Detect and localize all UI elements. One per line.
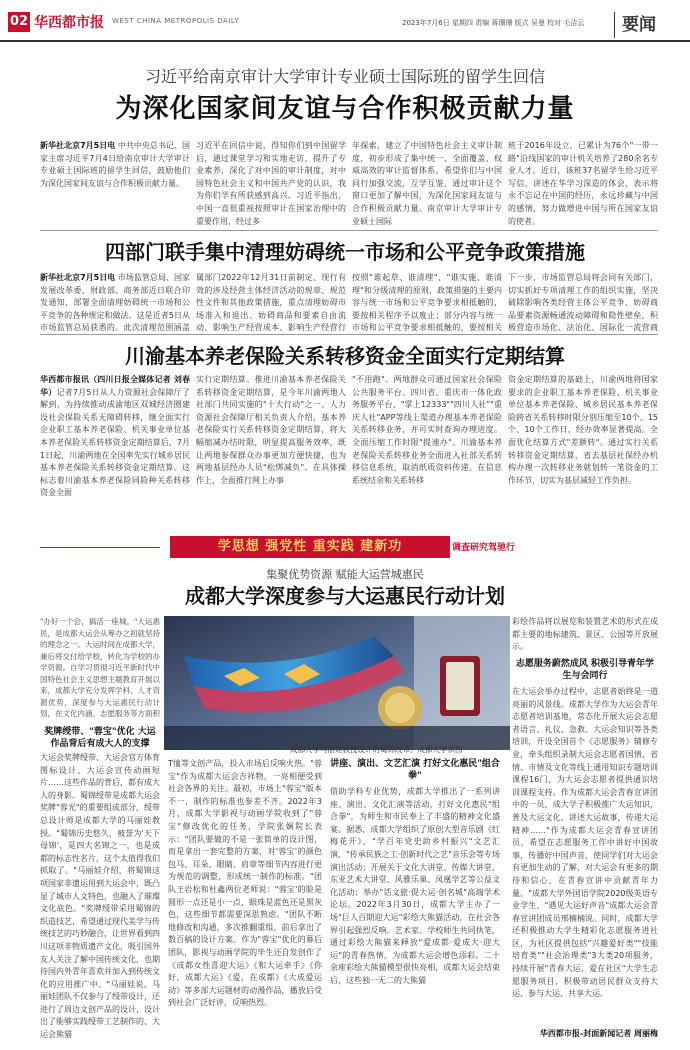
article4-subhead-1: 奖牌绶带、"蓉宝"优化 大运作品背后有成大人的支撑 bbox=[44, 727, 156, 749]
article3-col1 bbox=[40, 374, 190, 526]
article3-dateline: 华西都市报讯（四川日报全媒体记者 刘春华） bbox=[40, 375, 190, 397]
masthead-logo: 华西都市报 bbox=[34, 15, 104, 31]
article3-col4: 资金定期结算的基础上，川渝两地将国家要求的企业职工基本养老保险、机关事业单位基本养老保险、城乡居民基本养老保险跨省关系转移时限分别压缩至10个、15个、10个工作日，经办效率显著提高。全面优化结算方式"差额转"。通过实行关系转移资金定期结算，省去基层社保经办机构办理一次转移业务就划转一笔资金的工作环节，切实为基层减轻工作负担。 bbox=[508, 375, 658, 485]
article3-col3: "不用跑"。两地群众可通过国家社会保险公共服务平台、四川省、重庆市一体化政务服务平台、"掌上12333""四川人社""重庆人社"APP等线上渠道办理基本养老保险关系转移业务，并可实时查询办理进度。全面压缩工作时限"提速办"。川渝基本养老保险关系转移业务全面进入社部关系转移信息系统，取消纸质资料传递。在信息系统结余和关系转移 bbox=[352, 375, 502, 485]
article4-col2: T恤等文创产品，投入市场后反响火热。"蓉宝"作为成都大运会吉祥物，一亮相便受到社会各界的关注。最初，市场上"蓉宝"版本不一，制作的标准也参差不齐。2022年3月，成都大学影视与动画学院收到了"蓉宝"修改优化的任务，学院张娴院长表示："团队要做的不是一张简单的设计图，而是拿出一套完整的方案，对'蓉宝'的颜色包马、耳朵、眼睛、肩章等细节内容进行更为规范的调整，形成统一制作的标准。"团队王岩松和杜鑫两位老师说："蓉宝'的脸是圆形一点还是小一点，眼珠是蓝色还是黑灰色，这些细节都需要深思熟虑。"团队不断地修改和沟通，多次推翻重组，前后拿出了数百稿的设计方案。作为"蓉宝"优化的幕后团队，影视与动画学院的毕生还自发创作了《成都女性喜迎大运》《和大运牵手》《你好，成都大运》《爱，在成都》《大成爱运动》等多部大运题材的动漫作品，播放后受到社会广泛好评，反响热烈。 bbox=[168, 759, 322, 1008]
article2-col3: 按照"谁起草、谁清理"、"谁实施、谁清理"和分级清理的原则，政策措施的主要内容与统一市场和公平竞争要求相抵触的，要按相关程序予以废止；部分内容与统一市场和公平竞争要求相抵触的，要按相关 bbox=[352, 273, 502, 332]
article1-dateline: 新华社北京7月5日电 bbox=[40, 141, 116, 150]
header-date-info: 2023年7月6日 星期四 责编 蒋珊珊 版式 吴曼 校对 毛洁云 bbox=[402, 19, 585, 27]
article4-subhead-2: 讲座、演出、文艺汇演 打好文化惠民"组合拳" bbox=[330, 759, 500, 781]
article4-title: 成都大学深度参与大运惠民行动计划 bbox=[185, 584, 505, 608]
article2-col2: 属部门2022年12月31日前制定、现行有效的涉及经营主体经济活动的规章、规范性文件和其他政策措施，重点清理妨碍市场准入和退出、妨碍商品和要素自由流动、影响生产经营成本、影响生产经营行 bbox=[196, 273, 346, 332]
section-name: 要闻 bbox=[622, 15, 656, 35]
banner-tag: 调查研究驾驰行 bbox=[452, 543, 516, 553]
article2-title: 四部门联手集中清理妨碍统一市场和公平竞争政策措施 bbox=[105, 240, 585, 264]
article4-byline: 华西都市报-封面新闻记者 周丽梅 bbox=[539, 1029, 658, 1038]
article1-col2: 习近平在回信中说，得知你们到中国留学后，通过课堂学习和实地走访，提升了专业素养，深化了对中国的审计制度，对中国特色社会主义和中国共产党的认识，我为你们学有所获感到高兴。习近平指出，中国一直很重视按照审计在国家治理中的重要作用，经过多 bbox=[196, 141, 346, 226]
article2-col1 bbox=[40, 272, 190, 332]
masthead-english: WEST CHINA METROPOLIS DAILY bbox=[112, 17, 240, 25]
article4-col3: 借助学科专业优势，成都大学推出了一系列讲座、演出、文化汇演等活动，打好文化惠民"组合拳"，为师生和市民奉上了丰盛的精神文化盛宴。据悉，成都大学组织了原创大型音乐剧《红梅花开》、"学百年党史助乡村振兴"文艺汇演、"传承民族之工·创新时代之艺"音乐会等专场演出活动；开展关于文化大讲堂、传媒大讲堂、东亚艺术大讲堂、风雅乐巢、凤凰学艺等公益文化活动；举办"话文旅·促大运·创名城"高端学术论坛。2022年3月30日，成都大学主办了一场"巨人百期迎大运"彩绘大熊猫活动，在社会各界引起强烈反响。艺术家、学校师生共同执笔，通过彩绘大熊猫来释放"爱成都·爱成大·迎大运"的青春热情，为成都大运会增色添彩。二十余座彩绘大熊猫模型很快亮相，成都大运会结束后，这些独一无二的大熊猫 bbox=[330, 787, 500, 985]
article1-col1 bbox=[40, 140, 190, 230]
page-header bbox=[0, 0, 690, 42]
medal-ribbon-photo bbox=[164, 616, 510, 750]
article4-col4-top: 彩绘作品将以展览和装置艺术的形式在成都主要的地标建筑、景区、公园等开放展示。 bbox=[512, 617, 658, 652]
article2-dateline: 新华社北京7月5日电 bbox=[40, 273, 116, 282]
article1-col4: 班于2016年设立，已累计为76个"一带一路"沿线国家的审计机关培养了280余名专业人才。近日，该班37名留学生给习近平写信，讲述在华学习深造的体会，表示将永不忘记在中国的经历，永远珍藏与中国的感情，努力做增进中国与所在国家友谊的使者。 bbox=[508, 141, 658, 226]
article1-subtitle: 习近平给南京审计大学审计专业硕士国际班的留学生回信 bbox=[144, 67, 545, 86]
article2-col1-text: 市场监管总局、国家发展改革委、财政部、商务部近日联合印发通知，部署全面清理妨碍统一市场和公平竞争的各种规定和做法。这是近者5日从市场监管总局获悉的。此次清理范围涵盖 bbox=[40, 273, 190, 332]
article4-subhead-3: 志愿服务蔚然成风 积极引导青年学生与会同行 bbox=[515, 659, 655, 681]
article1-title: 为深化国家间友谊与合作积极贡献力量 bbox=[115, 94, 575, 124]
theme-banner: 学思想 强党性 重实践 建新功 bbox=[170, 536, 450, 558]
article4-subtitle: 集聚优势资源 赋能大运营城惠民 bbox=[266, 568, 424, 581]
article4-intro: "办好一个会，搞活一座城。"大运惠民，是成都大运会从筹办之初就坚持的理念之一。大运时间在成都大学，兼后将交付给学校，转化为学校的办学资源。自学习贯彻习近平新时代中国特色社会主义思想主题教育开展以来，成都大学充分发挥学科、人才资源优势，深度参与大运惠民行动计划，在文化内涵、志愿服务等方面积 bbox=[40, 617, 160, 718]
photo-caption: 成都大学马丽娃教授设计的蜀锦绶带。成都大学供图 bbox=[290, 745, 463, 754]
article1-col1-text: 中共中央总书记、国家主席习近平7月4日给南京审计大学审计专业硕士国际班的留学生回信，鼓励他们为深化国家间友谊与合作积极贡献力量。 bbox=[40, 141, 190, 188]
article2-col4: 下一步，市场监管总局将会同有关部门，切实抓好专项清理工作的组织实施，坚决破除影响各类经营主体公平竞争、妨碍商品要素资源畅通流动障碍和隐性壁垒，积极营造市场化、法治化、国际化一流营商 bbox=[508, 273, 658, 332]
article4-col1-body: 大运会奖牌绶带、大运会官方体育图标设计、大运会宣传动画短片……这些作品的背后，都有成大人的身影。蜀锦绶带是成都大运会奖牌"蓉光"的重要组成部分，绶带总设计师是成都大学的马丽娃教授。"蜀锦历史悠久，被誉为'天下母锦'，是四大名锦之一，也是成都的标志性名片，这个太值得我们抓取了。"马丽娃介绍，将蜀锦这项国家非遗运用到大运会中，既凸显了城市人文特色，也融入了璀璨文化底色。"奖牌绶带采用蜀锦的织造技艺，希望通过现代美学与传统技艺的巧妙融合，让世界看到四川这项非物质遗产文化，吸引国外友人关注了解中国传统文化，也期待国内外青年喜欢并加入到传统文化的应用推广中。"马丽娃说。马丽娃团队不仅参与了绶带设计，还进行了周边文创产品的设计，设计出了能够实践绶带工艺制作的、大运会熊猫 bbox=[40, 753, 160, 1040]
article4-col4: 在大运会举办过程中，志愿者始终是一道亮丽的风景线。成都大学作为大运会青年志愿者培训基地，常态化开展大运会志愿者语言、礼仪、急救、大运会知识等各类培训，开设全国首个《志愿服务》辅修专业，牵头组织录制大运会志愿者国情、省情、市情及文化等线上通用知识专题培训课程16门，为大运会志愿者提供通识培训课程支持。作为成都大运会青春宣讲团中的一员，成大学子积极推广大运知识，普及大运文化，讲述大运故事，传递大运精神……"作为成都大运会青春宣讲团员，希望在志愿服务工作中讲好中国故事，传播好中国声音，使同学们对大运会有更加生动的了解，对大运会有更多的期待和信心，在青春宣讲中贡献青年力量。"成都大学外国语学院2020级英语专业学生、"遇见大运好声音"成都大运会青春宣讲团成员邢楠楠说。同时，成都大学还积极推动大学生精彩化志愿服务进社区，为社区提供包括"兴趣爱好类""技能培育类""社会治理类"3大类20项服务，持续开展"青春大运，爱在社区"大学生志愿服务项目，积极带动居民群众支持大运、参与大运、共享大运。 bbox=[512, 687, 658, 999]
page-number: 02 bbox=[8, 12, 30, 32]
article3-col1-text: 记者7月5日从人力资源社会保障厅了解到，为持续推动成渝地区双城经济圈建设社会保险关系无障碍转移，继全面实行企业职工基本养老保险、机关事业单位基本养老保险关系转移资金定期结算后，7月1日起，川渝两地在全国率先实行城乡居民基本养老保险关系转移资金定期结算。这标志着川渝基本养老保险同险种关系转移资金全面 bbox=[40, 387, 190, 498]
article3-title: 川渝基本养老保险关系转移资金全面实行定期结算 bbox=[125, 344, 565, 368]
divider-line bbox=[40, 334, 658, 335]
article1-col3: 年探索，建立了中国特色社会主义审计制度，初步形成了集中统一、全面覆盖、权威高效的审计监督体系。希望你们与中国同行加强交流，互学互鉴，通过审计这个窗口更加了解中国，为深化国家间友谊与合作积极贡献力量。南京审计大学审计专业硕士国际 bbox=[352, 141, 502, 226]
header-divider bbox=[614, 12, 615, 38]
article3-col2: 实行定期结算。推进川渝基本养老保险关系转移资金定期结算，是今年川渝两地人社部门共同实施的"十大行动"之一。人力资源社会保障厅相关负责人介绍，基本养老保险实行关系转移资金定期结算，将大幅缩减办结时限，明显提高服务效率，既让两地参保群众办事更加方便快捷，也为两地基层经办人员"松绑减负"。在具体操作上，全面推行网上办事 bbox=[196, 375, 346, 485]
banner-rule bbox=[40, 547, 160, 548]
divider-line bbox=[40, 230, 658, 231]
